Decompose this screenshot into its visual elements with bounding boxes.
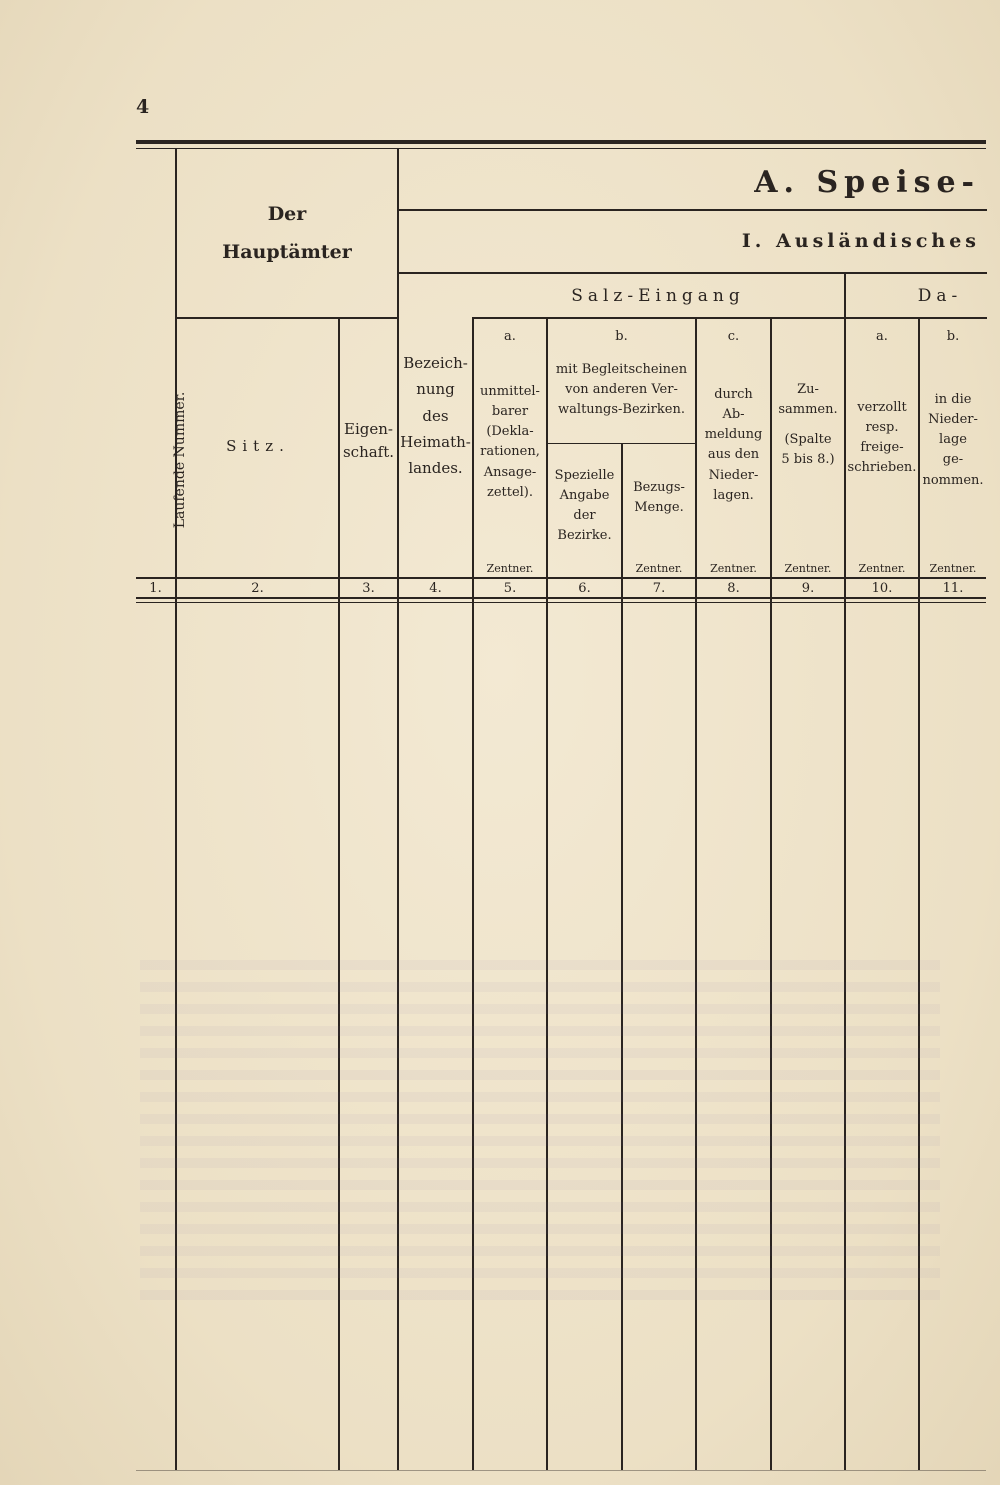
rule-under-title — [397, 209, 987, 211]
col-b-line-2: von anderen Ver- — [565, 382, 678, 398]
da-b-line-3: lage — [939, 432, 967, 448]
col-rule-6 — [621, 443, 623, 1470]
col-b-line-3: waltungs-Bezirken. — [558, 402, 685, 418]
da-b-line-1: in die — [934, 392, 972, 407]
col-c-line-6: lagen. — [713, 487, 754, 503]
rule-under-subtitle — [397, 272, 987, 274]
sitz-label: Sitz. — [226, 437, 290, 455]
da-b-letter: b. — [946, 329, 960, 344]
rule-under-salz — [472, 317, 987, 319]
colnum-3: 3. — [362, 581, 375, 596]
col-a-line-4: rationen, — [480, 444, 540, 460]
zusammen-line-4: (Spalte — [784, 432, 832, 448]
bezeichnung-label — [399, 350, 472, 481]
da-heading: Da- — [917, 286, 963, 306]
section-title-a: A. Speise- — [754, 165, 980, 200]
unit-col-5: Zentner. — [486, 562, 534, 575]
colnum-10: 10. — [871, 581, 893, 596]
col-b-sub1-text — [548, 466, 621, 547]
eigenschaft-line-2: schaft. — [342, 443, 395, 462]
da-a-line-1: verzollt — [857, 400, 907, 415]
hauptaemter-heading: Hauptämter — [222, 241, 352, 263]
col-c-letter: c. — [727, 329, 740, 344]
unit-col-8: Zentner. — [710, 562, 757, 575]
col-a-line-6: zettel). — [486, 484, 534, 500]
da-b-text — [920, 390, 986, 491]
col-b-sub2-text — [623, 478, 695, 518]
section-title-i: I. Ausländisches — [741, 230, 980, 252]
col-b-letter: b. — [615, 329, 628, 344]
unit-col-7: Zentner. — [635, 562, 683, 575]
da-b-line-2: Nieder- — [928, 412, 978, 428]
zusammen-line-1: Zu- — [797, 382, 819, 397]
da-a-line-3: freige- — [860, 440, 904, 456]
col-b-sub1-line-4: Bezirke. — [557, 528, 612, 544]
col-b-sub1-line-2: Angabe — [559, 488, 610, 504]
bezeichnung-line-3: des — [422, 406, 449, 425]
col-c-line-4: aus den — [707, 447, 760, 463]
colnum-9: 9. — [801, 581, 815, 596]
col-a-letter: a. — [504, 329, 516, 344]
colnum-8: 8. — [727, 581, 740, 596]
col-c-line-5: Nieder- — [708, 467, 759, 483]
colnum-11: 11. — [942, 581, 964, 596]
col-b-text — [548, 360, 695, 420]
der-heading: Der — [267, 203, 307, 225]
col-b-sub1-line-1: Spezielle — [554, 468, 615, 483]
eigenschaft-line-1: Eigen- — [344, 420, 393, 438]
bleed-through-area — [140, 960, 940, 1310]
salz-eingang-heading: Salz-Eingang — [571, 286, 745, 306]
da-b-line-5: nommen. — [922, 472, 984, 488]
rule-above-colnums — [136, 577, 986, 579]
col-c-line-1: durch — [714, 387, 753, 402]
page-number: 4 — [136, 96, 150, 118]
da-a-line-4: schrieben. — [847, 460, 917, 476]
unit-col-11: Zentner. — [929, 562, 977, 575]
col-a-line-1: unmittel- — [480, 384, 540, 399]
colnum-6: 6. — [578, 581, 591, 596]
colnum-1: 1. — [149, 581, 162, 596]
bezeichnung-line-5: landes. — [408, 459, 463, 477]
col-b-line-1: mit Begleitscheinen — [555, 362, 688, 377]
unit-col-9: Zentner. — [784, 562, 832, 575]
bezeichnung-line-1: Bezeich- — [403, 354, 468, 372]
zusammen-text — [772, 380, 844, 471]
colnum-7: 7. — [652, 581, 666, 596]
rule-below-colnums-2 — [136, 602, 986, 603]
col-a-line-2: barer — [491, 404, 529, 420]
colnum-5: 5. — [503, 581, 517, 596]
col-a-line-5: Ansage- — [483, 464, 537, 480]
col-b-sub2-line-1: Bezugs- — [633, 480, 685, 495]
zusammen-line-2: sammen. — [778, 402, 838, 418]
da-a-line-2: resp. — [865, 420, 899, 436]
rule-under-hauptaemter — [176, 317, 398, 319]
da-b-line-4: ge- — [942, 452, 964, 468]
colnum-4: 4. — [429, 581, 442, 596]
colnum-2: 2. — [251, 581, 264, 596]
col-a-line-3: (Dekla- — [486, 424, 534, 440]
zusammen-line-5: 5 bis 8.) — [781, 452, 835, 468]
rule-below-colnums-1 — [136, 597, 986, 599]
col-a-text — [474, 382, 546, 503]
unit-col-10: Zentner. — [858, 562, 906, 575]
col-c-text — [697, 385, 770, 506]
col-c-line-2: Ab- — [722, 407, 745, 423]
col-c-line-3: meldung — [704, 427, 763, 443]
col-b-sub1-line-3: der — [573, 508, 596, 524]
laufende-nummer-label: Laufende Nummer. — [172, 391, 188, 529]
top-rule-thin — [136, 148, 986, 149]
da-a-letter: a. — [876, 329, 888, 344]
top-rule-thick — [136, 140, 986, 144]
col-b-sub2-line-2: Menge. — [634, 500, 684, 516]
bezeichnung-line-4: Heimath- — [400, 432, 471, 451]
zusammen-line-3 — [772, 420, 844, 430]
bottom-rule — [136, 1470, 986, 1471]
da-a-text — [846, 398, 918, 479]
eigenschaft-label — [340, 418, 397, 465]
bezeichnung-line-2: nung — [416, 380, 455, 399]
